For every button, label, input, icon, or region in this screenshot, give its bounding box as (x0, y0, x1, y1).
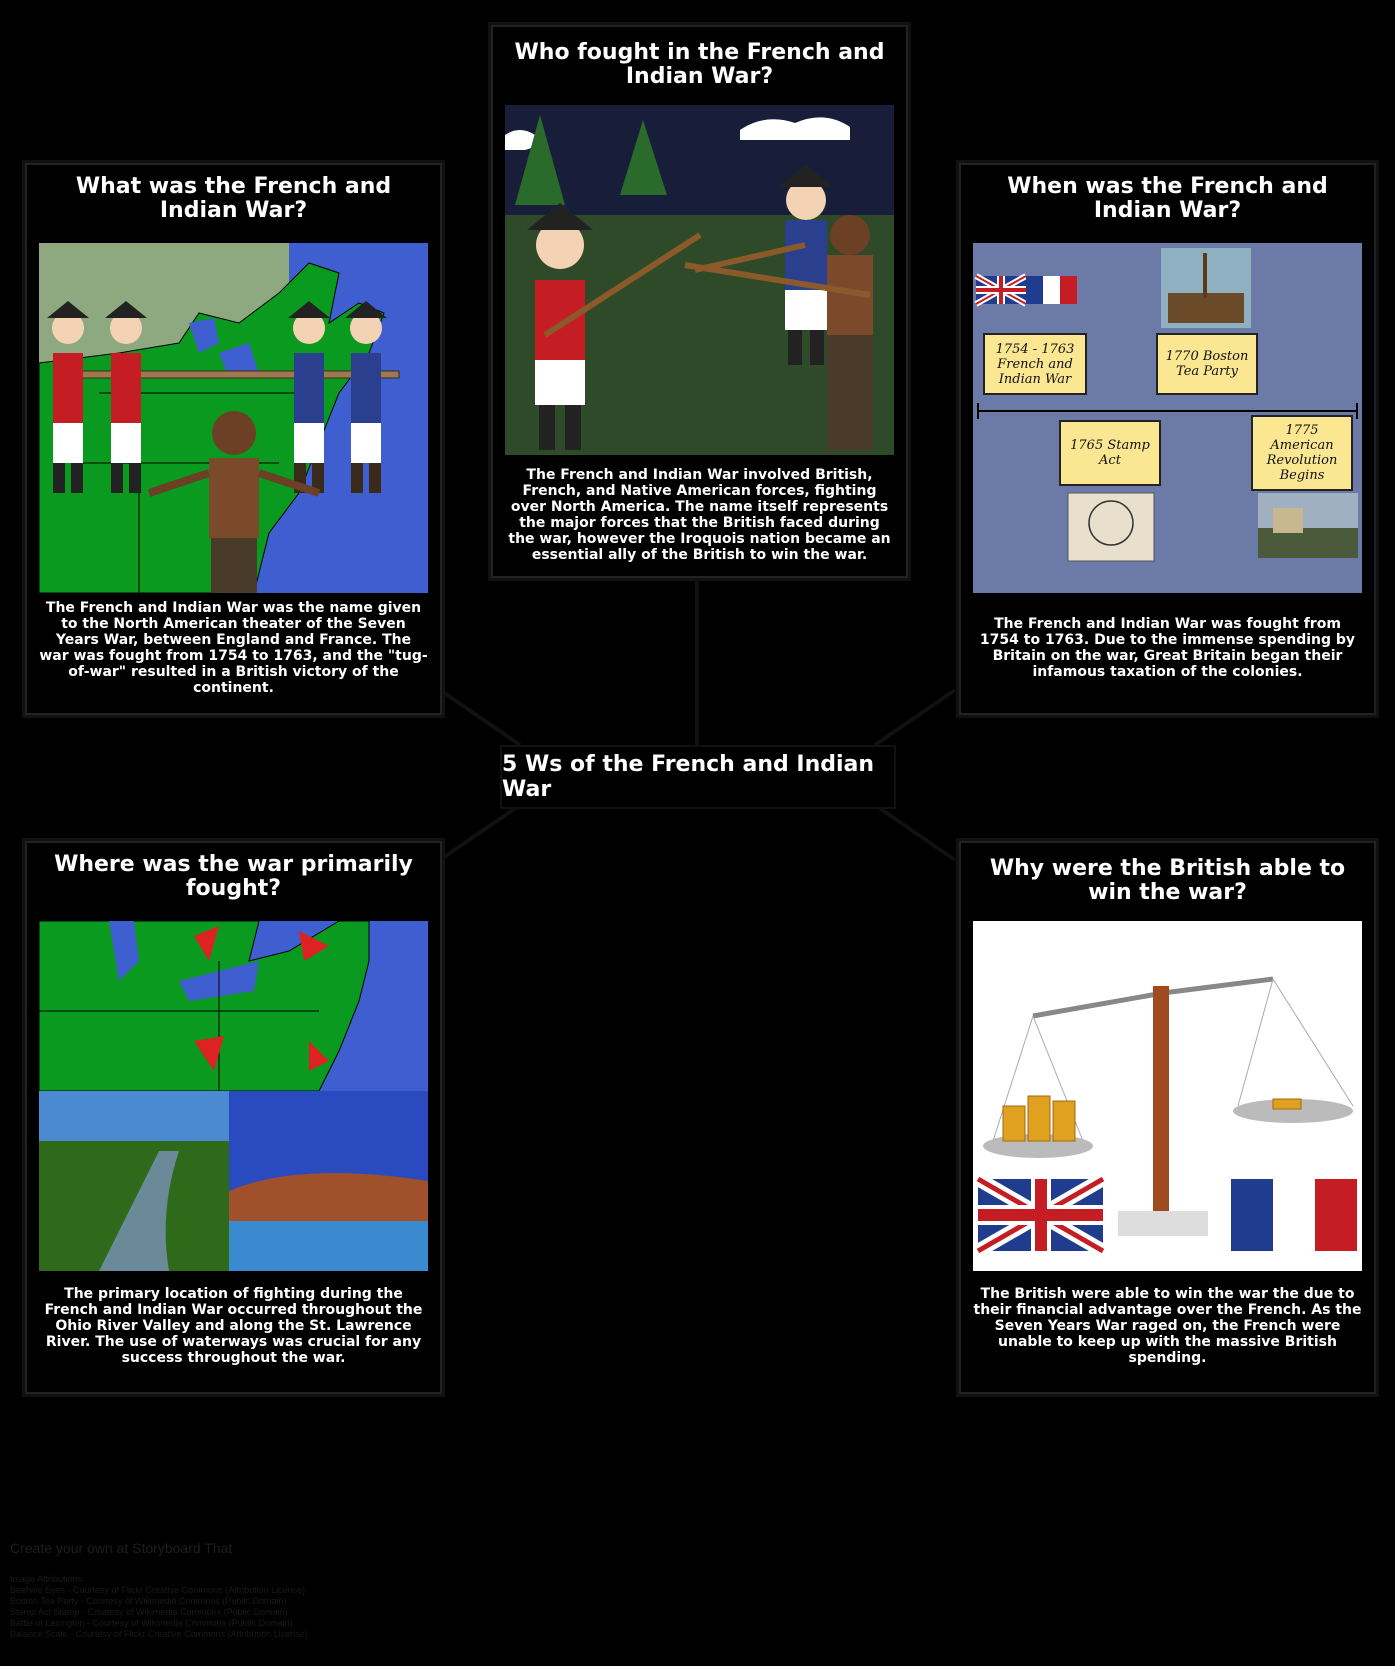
timeline-card-1754: 1754 - 1763 French and Indian War (983, 333, 1087, 395)
attribution-line[interactable]: Balance Scale - Courtesy of Flickr Creative Commons (Attribution License) (10, 1629, 308, 1639)
cell-what-title: What was the French and Indian War? (39, 173, 428, 225)
river-photo-left (39, 1091, 229, 1271)
cell-who-title: Who fought in the French and Indian War? (505, 35, 894, 95)
attribution-line[interactable]: Battle of Lexington - Courtesy of Wikimedia Commons (Public Domain) (10, 1618, 293, 1628)
image-attributions (10, 1574, 308, 1640)
attribution-line[interactable]: Boston Tea Party - Courtesy of Wikimedia Commons (Public Domain) (10, 1596, 287, 1606)
cell-why-title: Why were the British able to win the war? (973, 851, 1362, 911)
cell-what (22, 160, 445, 718)
river-photo-right (229, 1091, 428, 1271)
revolution-painting-picture (1258, 493, 1358, 558)
ohio-river-valley-image (39, 921, 428, 1271)
timeline-card-1770: 1770 Boston Tea Party (1156, 333, 1258, 395)
british-flag-icon (978, 1179, 1103, 1251)
cell-why-description: The British were able to win the war the due to their financial advantage over the French. As the Seven Years War raged on, the French were unable to keep up with the massive British spending. (973, 1286, 1362, 1366)
timeline-card-1775: 1775 American Revolution Begins (1251, 415, 1353, 491)
cell-when-description: The French and Indian War was fought from 1754 to 1763. Due to the immense spending by Britain on the war, Great Britain began their infamous taxation of the colonies. (979, 616, 1356, 680)
stamp-act-stamp-picture (1068, 493, 1154, 561)
attribution-line: Image Attributions: (10, 1574, 85, 1584)
british-flag-icon (976, 276, 1026, 304)
cell-what-description: The French and Indian War was the name given to the North American theater of the Seven Years War, between England and France. The war was fought from 1754 to 1763, and the "tug-of-war" resulted in a British victory of the continent. (39, 600, 428, 696)
battle-scene-image (505, 105, 894, 455)
cell-why (956, 838, 1379, 1397)
cell-where-title: Where was the war primarily fought? (39, 851, 428, 903)
timeline-image (973, 243, 1362, 593)
timeline-card-1765: 1765 Stamp Act (1059, 420, 1161, 486)
cell-who (488, 22, 911, 581)
cell-when (956, 160, 1379, 718)
attribution-line[interactable]: Beehive Eyes - Courtesy of Flickr Creative Commons (Attribution License) (10, 1585, 306, 1595)
balance-scale-image (973, 921, 1362, 1271)
cell-where (22, 838, 445, 1397)
french-flag-icon (1026, 276, 1077, 304)
cell-where-description: The primary location of fighting during the French and Indian War occurred throughout the Ohio River Valley and along the St. Lawrence River. The use of waterways was crucial for any success throughout the war. (44, 1286, 423, 1366)
cell-when-title: When was the French and Indian War? (973, 173, 1362, 225)
footer (10, 1540, 308, 1640)
storyboard-that-link[interactable]: Create your own at Storyboard That (10, 1540, 233, 1556)
boston-tea-party-picture (1161, 248, 1251, 328)
tug-of-war-map-image (39, 243, 428, 593)
french-flag-icon (1231, 1179, 1357, 1251)
attribution-line[interactable]: Stamp Act Stamp - Courtesy of Wikimedia Commons (Public Domain) (10, 1607, 288, 1617)
center-title: 5 Ws of the French and Indian War (500, 745, 896, 809)
cell-who-description: The French and Indian War involved British, French, and Native American forces, fighting over North America. The name itself represents the major forces that the British faced during the war, however the Iroquois nation became an essential ally of the British to win the war. (508, 467, 891, 563)
